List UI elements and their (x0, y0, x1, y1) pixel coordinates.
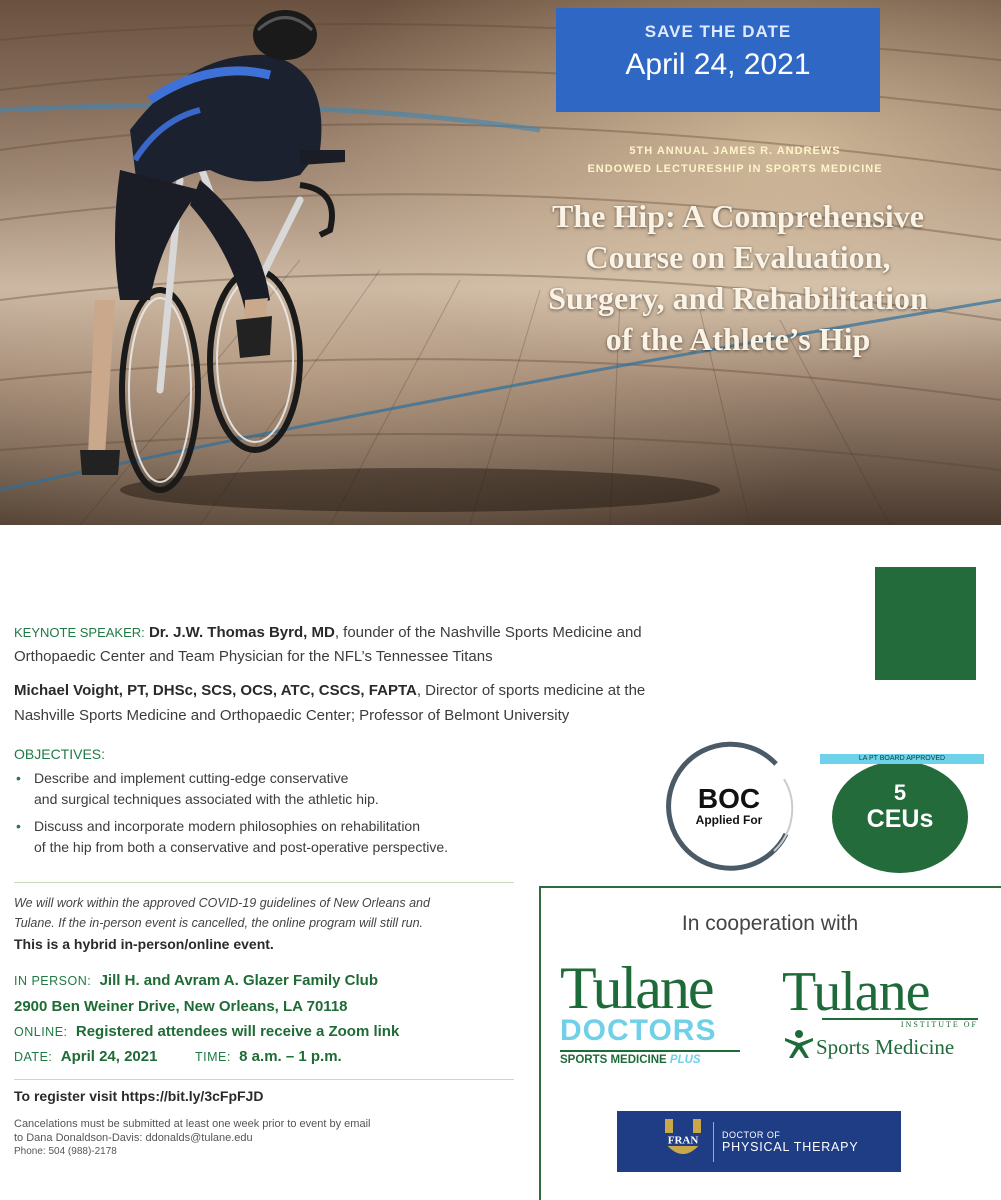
ceu-badge (832, 761, 968, 873)
ceu-label: CEUs (866, 805, 934, 833)
covid-line: Tulane. If the in-person event is cancelled, the online program will still run. (14, 916, 424, 930)
hybrid-notice: This is a hybrid in-person/online event. (14, 936, 274, 952)
online-label: ONLINE: (14, 1025, 68, 1039)
objective-line: • Describe and implement cutting-edge conservative (34, 770, 349, 786)
sports-medicine-row (782, 1029, 978, 1059)
divider (14, 882, 514, 883)
lectureship-line-1: 5TH ANNUAL JAMES R. ANDREWS (629, 145, 841, 157)
venue-name: Jill H. and Avram A. Glazer Family Club (99, 972, 379, 989)
objectives-title: OBJECTIVES: (14, 746, 106, 762)
objective-line: • Discuss and incorporate modern philosophies on rehabilitation (34, 818, 421, 834)
time-value: 8 a.m. – 1 p.m. (239, 1048, 342, 1065)
in-person-line (14, 970, 378, 992)
green-placeholder-block (875, 567, 976, 680)
second-speaker-line-2: Nashville Sports Medicine and Orthopaedic Center; Professor of Belmont University (14, 707, 570, 724)
objective-line: and surgical techniques associated with the athletic hip. (34, 791, 379, 807)
ceu-count: 5 (893, 780, 907, 805)
address-line (14, 996, 348, 1018)
ceu-ribbon: LA PT BOARD APPROVED (820, 754, 984, 764)
boc-title: BOC (697, 783, 761, 814)
event-date-headline: April 24, 2021 (625, 48, 811, 81)
keynote-label: KEYNOTE SPEAKER: (14, 625, 145, 640)
doctors-wordmark: DOCTORS (560, 1014, 717, 1047)
sports-medicine-text: Sports Medicine (816, 1035, 955, 1059)
date-time-line (14, 1046, 342, 1068)
fran-text-block (722, 1130, 858, 1154)
sports-medicine-plus-tag (560, 1050, 740, 1066)
fran-logo-text: FRAN (667, 1134, 699, 1146)
date-label: DATE: (14, 1050, 53, 1064)
sports-medicine-text: SPORTS MEDICINE (560, 1054, 667, 1066)
hero-banner (0, 0, 1001, 525)
objective-line: of the hip from both a conservative and post-operative perspective. (34, 839, 449, 855)
tulane-doctors-wordmark: Tulane (560, 955, 713, 1021)
second-speaker-desc: , Director of sports medicine at the (416, 682, 646, 699)
in-person-label: IN PERSON: (14, 974, 92, 988)
doctor-of-text: DOCTOR OF (722, 1129, 781, 1140)
cancellation-note (14, 1117, 474, 1159)
boc-badge (670, 785, 788, 827)
boc-subtitle: Applied For (695, 813, 763, 827)
keynote-name: Dr. J.W. Thomas Byrd, MD (148, 624, 335, 641)
cooperation-title: In cooperation with (681, 912, 859, 935)
objective-item (14, 768, 534, 810)
athlete-figure-icon (782, 1029, 816, 1059)
tulane-doctors-logo (560, 955, 740, 1066)
time-label: TIME: (194, 1050, 231, 1064)
franciscan-dpt-logo (617, 1111, 901, 1172)
keynote-speaker-line-1 (14, 621, 642, 644)
cancellation-line: Cancelations must be submitted at least one week prior to event by email (14, 1118, 371, 1130)
date-value: April 24, 2021 (60, 1048, 158, 1065)
save-the-date-label: SAVE THE DATE (644, 22, 792, 41)
venue-address: 2900 Ben Weiner Drive, New Orleans, LA 70118 (14, 998, 348, 1015)
physical-therapy-text: PHYSICAL THERAPY (722, 1139, 859, 1154)
keynote-desc: , founder of the Nashville Sports Medicine and (334, 624, 642, 641)
institute-of-text: INSTITUTE OF (822, 1018, 978, 1029)
plus-text: PLUS (669, 1054, 701, 1066)
tulane-institute-logo (782, 961, 978, 1059)
logo-separator (713, 1122, 714, 1162)
register-link[interactable]: To register visit https://bit.ly/3cFpFJD (14, 1088, 264, 1104)
lectureship-line-2: ENDOWED LECTURESHIP IN SPORTS MEDICINE (587, 163, 883, 175)
objectives-list (14, 768, 534, 864)
course-title (480, 196, 996, 360)
cancellation-contact[interactable]: to Dana Donaldson-Davis: ddonalds@tulane.edu (14, 1132, 253, 1144)
course-title-line: Course on Evaluation, (585, 239, 891, 275)
save-the-date-box (556, 8, 880, 112)
phone-number: Phone: 504 (988)-2178 (14, 1146, 117, 1157)
objective-item (14, 816, 534, 858)
covid-notice (14, 893, 519, 933)
second-speaker-line-1 (14, 679, 645, 702)
online-value: Registered attendees will receive a Zoom link (75, 1023, 400, 1040)
tulane-institute-wordmark: Tulane (782, 961, 930, 1023)
online-line (14, 1021, 399, 1043)
keynote-speaker-line-2: Orthopaedic Center and Team Physician for the NFL’s Tennessee Titans (14, 648, 493, 665)
course-title-line: Surgery, and Rehabilitation (548, 280, 928, 316)
divider (14, 1079, 514, 1080)
covid-line: We will work within the approved COVID-19 guidelines of New Orleans and (14, 896, 430, 910)
course-title-line: The Hip: A Comprehensive (552, 198, 924, 234)
franciscan-shield-icon (659, 1119, 707, 1165)
second-speaker-name: Michael Voight, PT, DHSc, SCS, OCS, ATC, CSCS, FAPTA (14, 682, 417, 699)
course-title-line: of the Athlete’s Hip (605, 321, 871, 357)
